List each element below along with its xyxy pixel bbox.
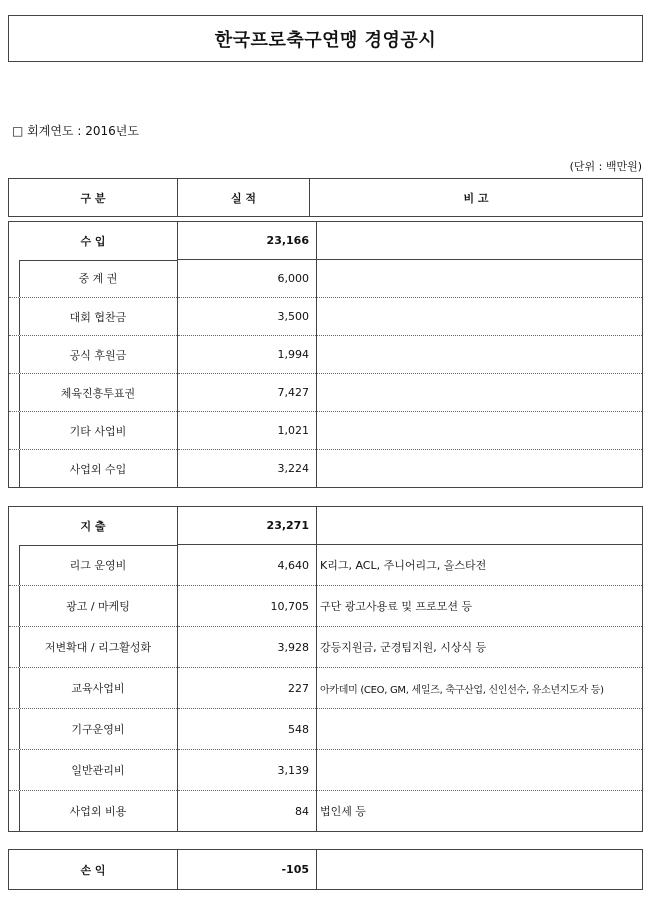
table-row: [9, 668, 643, 709]
profit-note: [317, 850, 643, 890]
row-amount: 4,640: [178, 545, 317, 586]
table-row: [9, 260, 643, 298]
row-amount: 6,000: [178, 260, 317, 298]
income-total: 23,166: [178, 222, 317, 260]
row-amount: 10,705: [178, 586, 317, 627]
row-amount: 1,994: [178, 336, 317, 374]
fiscal-year-label: □ 회계연도 : 2016년도: [12, 124, 139, 138]
row-label: 광고 / 마케팅: [9, 586, 178, 627]
header-amount: 실 적: [178, 179, 310, 217]
row-note: 법인세 등: [317, 791, 643, 832]
table-row: [9, 336, 643, 374]
row-label: 중 계 권: [9, 260, 178, 298]
row-label: 대회 협찬금: [9, 298, 178, 336]
expense-total: 23,271: [178, 507, 317, 545]
row-label: 기구운영비: [9, 709, 178, 750]
unit-label: (단위 : 백만원): [569, 160, 642, 173]
table-row: [9, 791, 643, 832]
row-note: 아카데미 (CEO, GM, 세일즈, 축구산업, 신인선수, 유소년지도자 등): [317, 668, 643, 709]
row-label: 체육진흥투표권: [9, 374, 178, 412]
table-header: [8, 178, 643, 217]
table-row: [9, 298, 643, 336]
row-note: [317, 709, 643, 750]
row-note: [317, 750, 643, 791]
header-note: 비 고: [310, 179, 643, 217]
table-row: [9, 450, 643, 488]
row-note: 강등지원금, 군경팀지원, 시상식 등: [317, 627, 643, 668]
table-row: [9, 545, 643, 586]
page-title: 한국프로축구연맹 경영공시: [8, 15, 643, 62]
row-note: [317, 298, 643, 336]
row-note: [317, 450, 643, 488]
profit-label: 손 익: [9, 850, 178, 890]
row-amount: 84: [178, 791, 317, 832]
header-category: 구 분: [9, 179, 178, 217]
expense-section: [8, 506, 643, 832]
row-label: 기타 사업비: [9, 412, 178, 450]
row-label: 사업외 비용: [9, 791, 178, 832]
row-label: 리그 운영비: [9, 545, 178, 586]
row-amount: 1,021: [178, 412, 317, 450]
row-amount: 7,427: [178, 374, 317, 412]
profit-amount: -105: [178, 850, 317, 890]
table-row: [9, 709, 643, 750]
row-note: 구단 광고사용료 및 프로모션 등: [317, 586, 643, 627]
row-amount: 227: [178, 668, 317, 709]
row-label: 사업외 수입: [9, 450, 178, 488]
row-amount: 548: [178, 709, 317, 750]
expense-label: 지 출: [9, 507, 178, 545]
income-total-row: [9, 222, 643, 260]
table-row: [9, 412, 643, 450]
row-label: 교육사업비: [9, 668, 178, 709]
row-amount: 3,928: [178, 627, 317, 668]
profit-section: [8, 849, 643, 890]
table-row: [9, 586, 643, 627]
table-row: [9, 750, 643, 791]
row-note: [317, 260, 643, 298]
income-section: [8, 221, 643, 488]
row-note: K리그, ACL, 주니어리그, 올스타전: [317, 545, 643, 586]
row-amount: 3,500: [178, 298, 317, 336]
table-row: [9, 374, 643, 412]
expense-total-row: [9, 507, 643, 545]
row-label: 일반관리비: [9, 750, 178, 791]
row-note: [317, 412, 643, 450]
row-note: [317, 336, 643, 374]
row-note: [317, 374, 643, 412]
row-amount: 3,224: [178, 450, 317, 488]
table-row: [9, 627, 643, 668]
profit-row: [9, 850, 643, 890]
row-label: 공식 후원금: [9, 336, 178, 374]
income-label: 수 입: [9, 222, 178, 260]
row-amount: 3,139: [178, 750, 317, 791]
row-label: 저변확대 / 리그활성화: [9, 627, 178, 668]
